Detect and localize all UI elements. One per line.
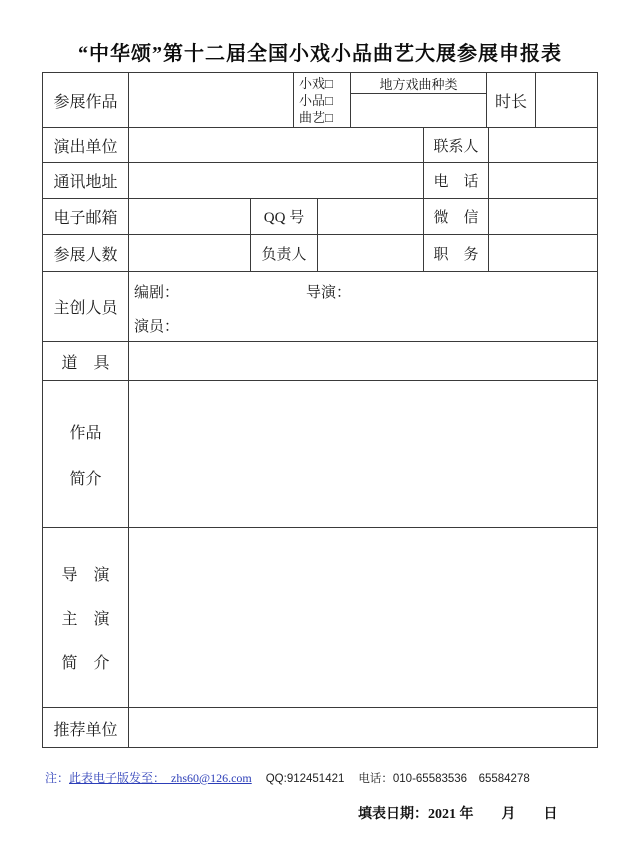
note-qq: QQ:912451421 <box>265 773 345 785</box>
director-label: 导演： <box>306 285 352 301</box>
address-label: 通讯地址 <box>43 163 129 198</box>
phone-field[interactable] <box>489 163 597 198</box>
address-field[interactable] <box>129 163 424 198</box>
people-label: 参展人数 <box>43 235 129 271</box>
actors-label: 演员： <box>134 319 180 335</box>
checkbox-xiaopin[interactable]: 小品□ <box>299 92 333 108</box>
work-title-field[interactable] <box>129 73 294 127</box>
genre-header: 地方戏曲种类 <box>351 73 486 94</box>
contact-label: 联系人 <box>424 128 489 162</box>
leader-label: 负责人 <box>251 235 318 271</box>
email-row <box>43 199 597 235</box>
wechat-label: 微 信 <box>424 199 489 234</box>
creators-row <box>43 272 597 342</box>
director-cast-field[interactable] <box>129 528 597 707</box>
phone-label: 电 话 <box>424 163 489 198</box>
leader-field[interactable] <box>318 235 424 271</box>
wechat-field[interactable] <box>489 199 597 234</box>
playwright-label: 编剧： <box>134 285 180 301</box>
checkbox-xiaoxi[interactable]: 小戏□ <box>299 75 333 91</box>
genre-cell <box>351 73 487 127</box>
address-row <box>43 163 597 199</box>
note-tel: 电话：010-65583536 65584278 <box>358 773 530 785</box>
director-cast-label: 导 演 主 演 简 介 <box>43 528 129 707</box>
props-field[interactable] <box>129 342 597 380</box>
people-row <box>43 235 597 272</box>
director-cast-row <box>43 528 597 708</box>
props-label: 道 具 <box>43 342 129 380</box>
job-field[interactable] <box>489 235 597 271</box>
unit-label: 演出单位 <box>43 128 129 162</box>
job-label: 职 务 <box>424 235 489 271</box>
recommender-field[interactable] <box>129 708 597 748</box>
note-prefix: 注： <box>45 771 70 785</box>
date-line: 填表日期：2021 年 月 日 <box>358 807 558 822</box>
genre-field[interactable] <box>351 94 486 127</box>
synopsis-row <box>43 381 597 528</box>
qq-field[interactable] <box>318 199 424 234</box>
people-field[interactable] <box>129 235 251 271</box>
form-title: “中华颂”第十二届全国小戏小品曲艺大展参展申报表 <box>78 43 562 65</box>
qq-label: QQ 号 <box>251 199 318 234</box>
duration-field[interactable] <box>536 73 597 127</box>
props-row <box>43 342 597 381</box>
recommender-label: 推荐单位 <box>43 708 129 748</box>
email-label: 电子邮箱 <box>43 199 129 234</box>
email-link[interactable]: 此表电子版发至： zhs60@126.com <box>69 771 252 785</box>
duration-label: 时长 <box>487 73 536 127</box>
recommender-row <box>43 708 597 748</box>
checkbox-quyi[interactable]: 曲艺□ <box>299 109 333 125</box>
category-checkboxes <box>294 73 351 127</box>
work-row <box>43 73 597 128</box>
creators-field[interactable] <box>129 272 597 341</box>
synopsis-label: 作品 简介 <box>43 381 129 527</box>
unit-row <box>43 128 597 163</box>
email-field[interactable] <box>129 199 251 234</box>
contact-field[interactable] <box>489 128 597 162</box>
footer-note <box>45 769 530 786</box>
creators-label: 主创人员 <box>43 272 129 341</box>
application-table <box>42 72 598 748</box>
synopsis-field[interactable] <box>129 381 597 527</box>
work-label: 参展作品 <box>43 73 129 127</box>
unit-field[interactable] <box>129 128 424 162</box>
